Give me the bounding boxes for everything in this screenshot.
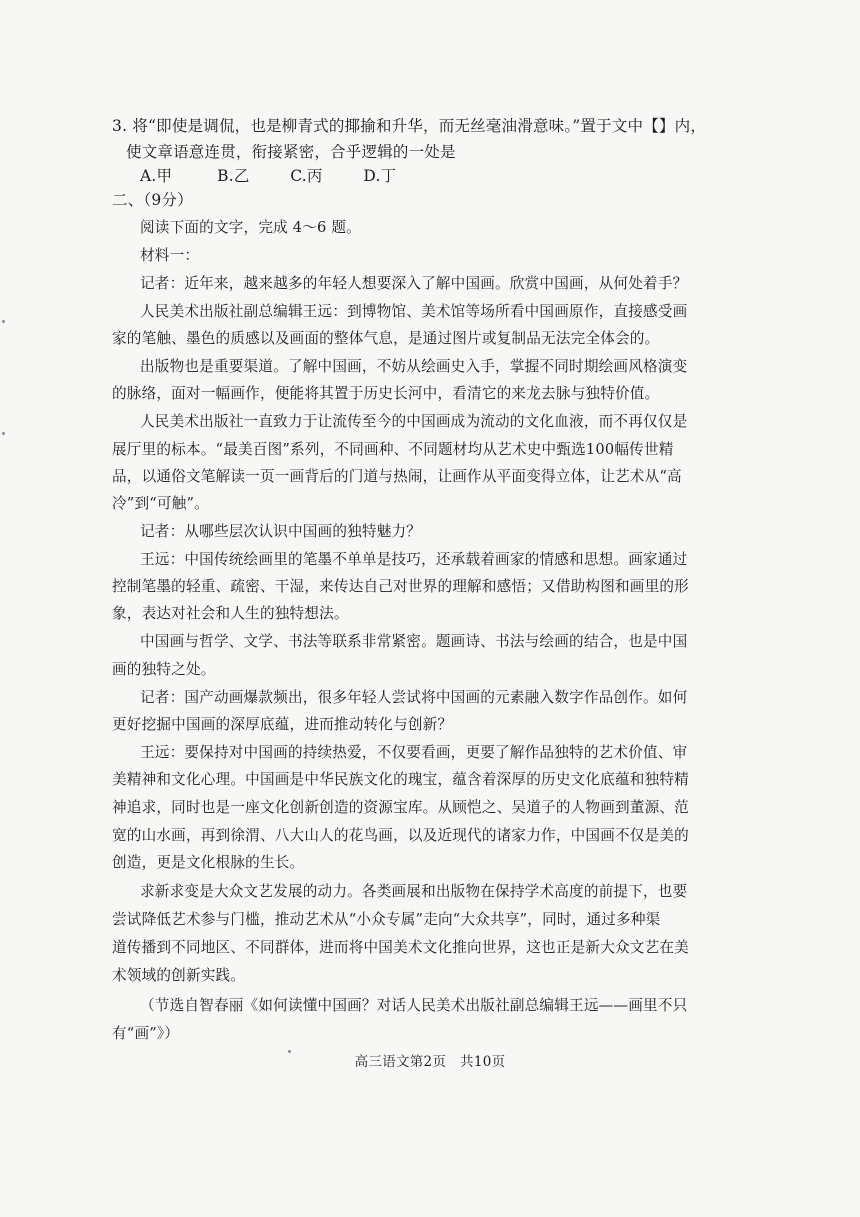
paragraph-line: 道传播到不同地区、不同群体，进而将中国美术文化推向世界，这也正是新大众文艺在美 — [112, 939, 689, 956]
paragraph-line: 创造，更是文化根脉的生长。 — [112, 854, 305, 871]
scan-speck — [2, 320, 5, 323]
section-2-instruction: 阅读下面的文字，完成 4～6 题。 — [140, 219, 361, 236]
option-d: D.丁 — [363, 167, 397, 185]
paragraph-line: 出版物也是重要渠道。了解中国画，不妨从绘画史入手，掌握不同时期绘画风格演变 — [140, 358, 688, 375]
page-footer: 高三语文第2页 共10页 — [354, 1054, 506, 1070]
section-2-heading: 二、（9分） — [112, 191, 193, 209]
source-citation-line-2: 有“画”》） — [112, 1025, 180, 1042]
paragraph-line: 冷”到“可触”。 — [112, 495, 209, 512]
paragraph-line: 展厅里的标本。“最美百图”系列，不同画种、不同题材均从艺术史中甄选100幅传世精 — [112, 441, 674, 458]
source-citation-line-1: （节选自智春丽《如何读懂中国画？对话人民美术出版社副总编辑王远——画里不只 — [140, 997, 688, 1014]
paragraph-line: 象，表达对社会和人生的独特想法。 — [112, 605, 349, 622]
option-a: A.甲 — [140, 167, 173, 185]
paragraph-line: 家的笔触、墨色的质感以及画面的整体气息，是通过图片或复制品无法完全体会的。 — [112, 330, 660, 347]
paragraph-line: 人民美术出版社一直致力于让流传至今的中国画成为流动的文化血液，而不再仅仅是 — [140, 413, 688, 430]
option-c: C.丙 — [290, 167, 323, 185]
paragraph-line: 记者：近年来，越来越多的年轻人想要深入了解中国画。欣赏中国画，从何处着手？ — [140, 275, 688, 292]
paragraph-line: 的脉络，面对一幅画作，便能将其置于历史长河中，看清它的来龙去脉与独特价值。 — [112, 385, 660, 402]
scan-speck — [2, 432, 5, 435]
paragraph-line: 尝试降低艺术参与门槛，推动艺术从“小众专属”走向“大众共享”，同时，通过多种渠 — [112, 911, 661, 928]
question-3-stem-line-1: 3. 将“即使是调侃，也是柳青式的揶揄和升华，而无丝毫油滑意味。”置于文中【】内， — [112, 117, 707, 135]
paragraph-line: 神追求，同时也是一座文化创新创造的资源宝库。从顾恺之、吴道子的人物画到董源、范 — [112, 799, 689, 816]
scan-speck — [288, 1050, 291, 1053]
paragraph-line: 更好挖掘中国画的深厚底蕴，进而推动转化与创新？ — [112, 716, 453, 733]
paragraph-line: 画的独特之处。 — [112, 661, 216, 678]
paragraph-line: 美精神和文化心理。中国画是中华民族文化的瑰宝，蕴含着深厚的历史文化底蕴和独特精 — [112, 771, 689, 788]
question-3-options — [140, 166, 396, 186]
paragraph-line: 宽的山水画，再到徐渭、八大山人的花鸟画，以及近现代的诸家力作，中国画不仅是美的 — [112, 827, 689, 844]
paragraph-line: 控制笔墨的轻重、疏密、干湿，来传达自己对世界的理解和感悟；又借助构图和画里的形 — [112, 578, 689, 595]
paragraph-line: 品，以通俗文笔解读一页一画背后的门道与热闹，让画作从平面变得立体，让艺术从“高 — [112, 468, 682, 485]
paragraph-line: 王远：要保持对中国画的持续热爱，不仅要看画，更要了解作品独特的艺术价值、审 — [140, 744, 688, 761]
paragraph-line: 术领域的创新实践。 — [112, 967, 246, 984]
option-b: B.乙 — [217, 167, 250, 185]
question-3-stem-line-2: 使文章语意连贯，衔接紧密，合乎逻辑的一处是 — [126, 143, 456, 161]
paragraph-line: 中国画与哲学、文学、书法等联系非常紧密。题画诗、书法与绘画的结合，也是中国 — [140, 633, 688, 650]
paragraph-line: 王远：中国传统绘画里的笔墨不单单是技巧，还承载着画家的情感和思想。画家通过 — [140, 551, 688, 568]
material-1-label: 材料一： — [140, 247, 200, 264]
paragraph-line: 记者：从哪些层次认识中国画的独特魅力？ — [140, 523, 422, 540]
paragraph-line: 记者：国产动画爆款频出，很多年轻人尝试将中国画的元素融入数字作品创作。如何 — [140, 689, 688, 706]
paragraph-line: 人民美术出版社副总编辑王远：到博物馆、美术馆等场所看中国画原作，直接感受画 — [140, 303, 688, 320]
paragraph-line: 求新求变是大众文艺发展的动力。各类画展和出版物在保持学术高度的前提下，也要 — [140, 883, 688, 900]
